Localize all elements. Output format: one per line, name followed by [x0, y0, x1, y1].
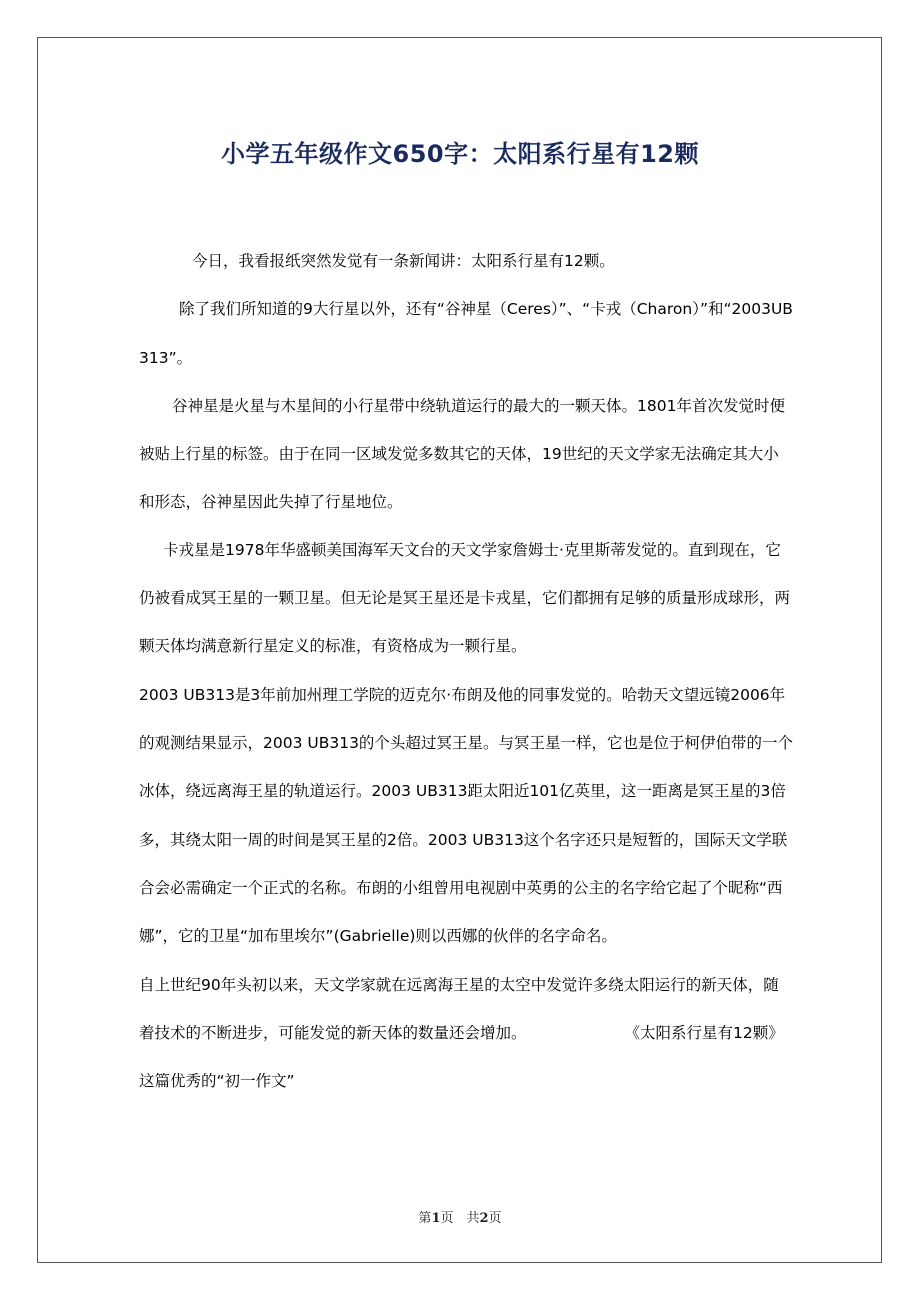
total-page-number: 2: [479, 1211, 489, 1226]
footer-mid: 页 共: [440, 1211, 480, 1226]
page-footer: [0, 1207, 920, 1226]
paragraph-4: 卡戎星是1978年华盛顿美国海军天文台的天文学家詹姆士·克里斯蒂发觉的。直到现在，它仍被看成冥王星的一颗卫星。但无论是冥王星还是卡戎星，它们都拥有足够的质量形成球形，两颗天体均满意新行星定义的标准，有资格成为一颗行星。: [139, 540, 791, 656]
document-body: [139, 237, 794, 1105]
paragraph-5: 2003 UB313是3年前加州理工学院的迈克尔·布朗及他的同事发觉的。哈勃天文望远镜2006年的观测结果显示，2003 UB313的个头超过冥王星。与冥王星一样，它也是位于柯伊伯带的一个冰体，绕远离海王星的轨道运行。2003 UB313距太阳近101亿英里，这一距离是冥王星的3倍多，其绕太阳一周的时间是冥王星的2倍。2003 UB313这个名字还只是短暂的，国际天文学联合会必需确定一个正式的名称。布朗的小组曾用电视剧中英勇的公主的名字给它起了个昵称“西娜”，它的卫星“加布里埃尔”(Gabrielle)则以西娜的伙伴的名字命名。: [139, 685, 793, 946]
closing-reference: 《太阳系行星有12颗》这篇优秀的“初一作文”: [139, 1023, 784, 1091]
paragraph-1: 今日，我看报纸突然发觉有一条新闻讲：太阳系行星有12颗。: [192, 252, 615, 270]
paragraph-6: [139, 961, 794, 1106]
paragraph-6-text: 自上世纪90年头初以来，天文学家就在远离海王星的太空中发觉许多绕太阳运行的新天体，随着技术的不断进步，可能发觉的新天体的数量还会增加。: [139, 975, 779, 1042]
paragraph-3: 谷神星是火星与木星间的小行星带中绕轨道运行的最大的一颗天体。1801年首次发觉时便被贴上行星的标签。由于在同一区域发觉多数其它的天体，19世纪的天文学家无法确定其大小和形态，谷神星因此失掉了行星地位。: [139, 396, 785, 511]
document-title: 小学五年级作文650字：太阳系行星有12颗: [221, 140, 699, 169]
footer-suffix: 页: [488, 1211, 502, 1226]
footer-prefix: 第: [418, 1211, 432, 1226]
current-page-number: 1: [431, 1211, 441, 1226]
paragraph-2: 除了我们所知道的9大行星以外，还有“谷神星（Ceres）”、“卡戎（Charon）”和“2003UB313”。: [139, 300, 793, 367]
